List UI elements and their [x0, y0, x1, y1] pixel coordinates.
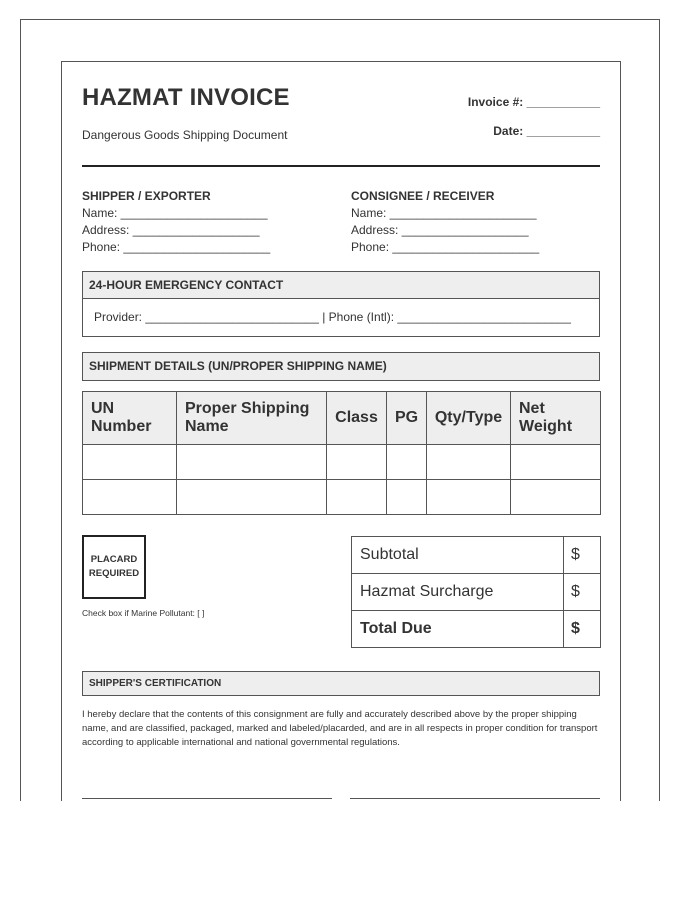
total-due-value[interactable]: $: [564, 611, 601, 648]
table-cell[interactable]: [177, 480, 327, 515]
document-subtitle: Dangerous Goods Shipping Document: [82, 128, 288, 142]
date-signature-line[interactable]: [350, 798, 600, 799]
certification-heading: SHIPPER'S CERTIFICATION: [82, 671, 600, 696]
signature-line[interactable]: [82, 798, 332, 799]
consignee-phone-field[interactable]: Phone: ______________________: [351, 240, 540, 254]
column-header-un-number: UN Number: [83, 392, 177, 445]
table-cell[interactable]: [327, 445, 387, 480]
surcharge-label: Hazmat Surcharge: [352, 574, 564, 611]
table-cell[interactable]: [83, 480, 177, 515]
marine-pollutant-checkbox-note[interactable]: Check box if Marine Pollutant: [ ]: [82, 608, 205, 618]
shipper-heading: SHIPPER / EXPORTER: [82, 189, 211, 203]
totals-table: [351, 536, 601, 648]
consignee-name-field[interactable]: Name: ______________________: [351, 206, 537, 220]
column-header-net-weight: Net Weight: [511, 392, 601, 445]
emergency-contact-box: [82, 271, 600, 337]
subtotal-row: [352, 537, 601, 574]
table-cell[interactable]: [387, 445, 427, 480]
shipper-address-field[interactable]: Address: ___________________: [82, 223, 260, 237]
table-cell[interactable]: [327, 480, 387, 515]
invoice-number-field[interactable]: Invoice #: ___________: [467, 95, 600, 109]
column-header-pg: PG: [387, 392, 427, 445]
total-due-row: [352, 611, 601, 648]
consignee-heading: CONSIGNEE / RECEIVER: [351, 189, 495, 203]
table-cell[interactable]: [511, 480, 601, 515]
shipper-section: [82, 188, 270, 256]
total-due-label: Total Due: [352, 611, 564, 648]
table-cell[interactable]: [511, 445, 601, 480]
table-row: [83, 480, 601, 515]
consignee-section: [351, 188, 539, 256]
document-title: HAZMAT INVOICE: [82, 84, 290, 111]
header-divider: [82, 165, 600, 167]
shipment-details-heading: SHIPMENT DETAILS (UN/PROPER SHIPPING NAME): [82, 352, 600, 381]
subtotal-value[interactable]: $: [564, 537, 601, 574]
emergency-contact-heading: 24-HOUR EMERGENCY CONTACT: [83, 272, 599, 299]
column-header-proper-shipping-name: Proper Shipping Name: [177, 392, 327, 445]
shipper-phone-field[interactable]: Phone: ______________________: [82, 240, 271, 254]
column-header-qty-type: Qty/Type: [427, 392, 511, 445]
table-cell[interactable]: [427, 480, 511, 515]
surcharge-row: [352, 574, 601, 611]
table-cell[interactable]: [387, 480, 427, 515]
surcharge-value[interactable]: $: [564, 574, 601, 611]
shipment-details-table: [82, 391, 601, 515]
table-cell[interactable]: [83, 445, 177, 480]
table-row: [83, 445, 601, 480]
certification-text: I hereby declare that the contents of this consignment are fully and accurately described above by the proper shipping name, and are classified, packaged, marked and labeled/placarded, and are in all respects in proper condition for transport according to applicable international and national governmental regulations.: [82, 709, 598, 748]
emergency-contact-fields[interactable]: Provider: __________________________ | Phone (Intl): __________________________: [94, 310, 571, 324]
table-cell[interactable]: [177, 445, 327, 480]
consignee-address-field[interactable]: Address: ___________________: [351, 223, 529, 237]
subtotal-label: Subtotal: [352, 537, 564, 574]
placard-required-box[interactable]: [82, 535, 146, 599]
column-header-class: Class: [327, 392, 387, 445]
placard-label: PLACARD REQUIRED: [88, 554, 140, 579]
table-cell[interactable]: [427, 445, 511, 480]
date-field[interactable]: Date: ___________: [493, 124, 600, 138]
shipper-name-field[interactable]: Name: ______________________: [82, 206, 268, 220]
